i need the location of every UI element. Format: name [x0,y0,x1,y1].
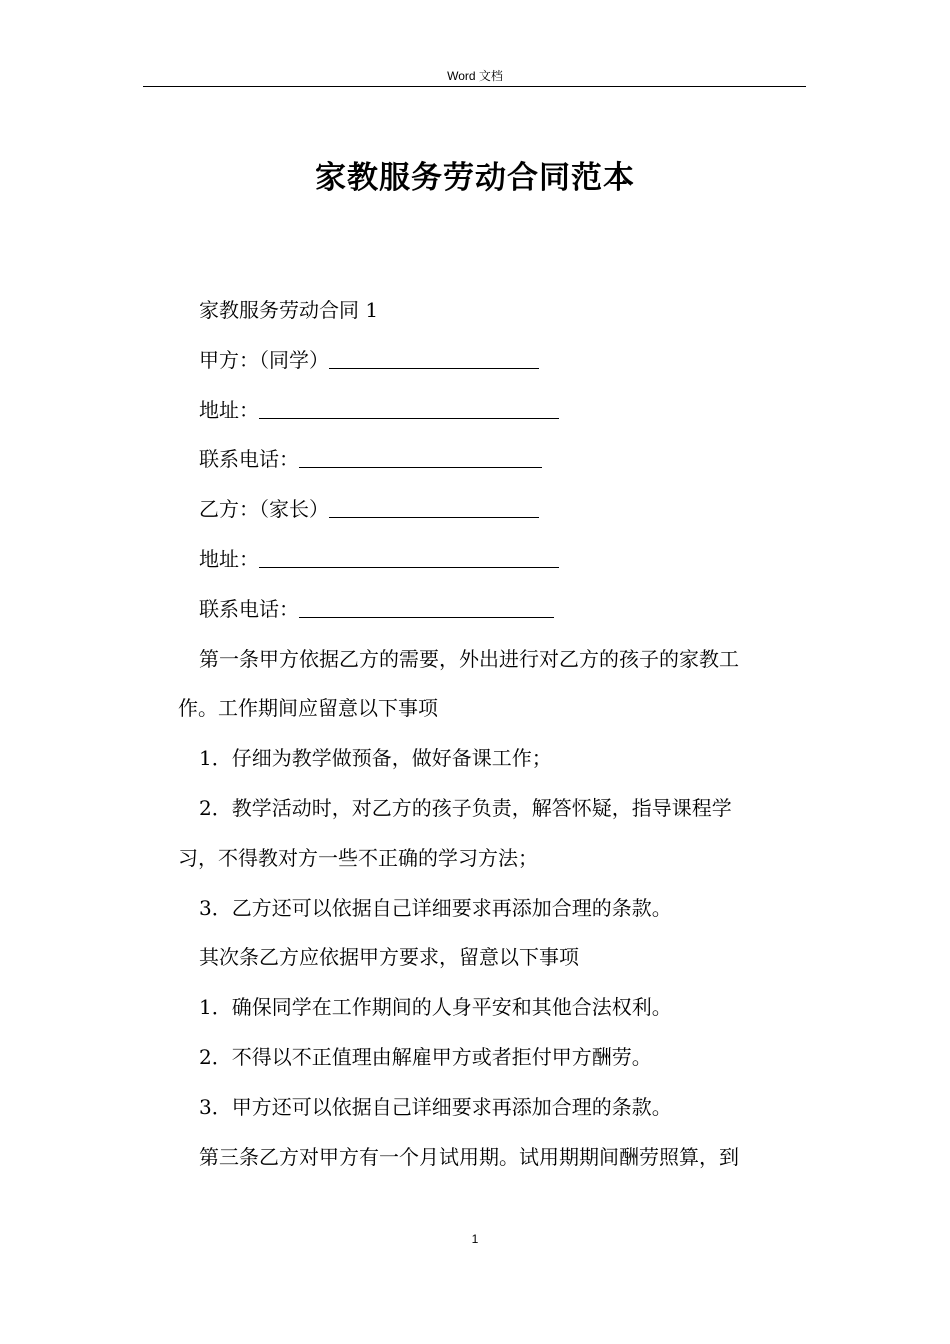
article-2-item-2: 2．不得以不正值理由解雇甲方或者拒付甲方酬劳。 [199,1044,652,1069]
party-a-line [178,336,803,386]
party-b-address-label: 地址： [199,546,259,571]
contract-subtitle: 家教服务劳动合同 1 [199,298,379,322]
party-b-label: 乙方：（家长） [199,497,329,522]
party-b-name-blank [329,497,539,518]
party-b-phone-label: 联系电话： [199,596,299,621]
party-b-phone-line [178,585,803,635]
party-a-address-label: 地址： [199,397,259,422]
article-1-item-1: 1．仔细为教学做预备，做好备课工作； [199,746,552,771]
party-a-name-blank [329,348,539,369]
page-header: Word 文档 [447,69,503,83]
article-1-intro-line-2: 作。工作期间应留意以下事项 [178,696,438,721]
party-a-label: 甲方：（同学） [199,347,329,372]
article-2-item-3: 3．甲方还可以依据自己详细要求再添加合理的条款。 [199,1094,672,1119]
header-divider [143,86,806,87]
article-3-intro-line-1: 第三条乙方对甲方有一个月试用期。试用期期间酬劳照算，到 [199,1144,739,1169]
page-number: 1 [471,1232,479,1246]
party-a-address-blank [259,398,559,419]
party-a-phone-line [178,435,803,485]
party-b-phone-blank [299,597,554,618]
party-b-address-blank [259,547,559,568]
document-body [178,286,803,1182]
party-a-phone-label: 联系电话： [199,447,299,472]
article-2-item-1: 1．确保同学在工作期间的人身平安和其他合法权利。 [199,995,672,1020]
article-2-intro: 其次条乙方应依据甲方要求，留意以下事项 [199,945,579,970]
party-a-phone-blank [299,447,542,468]
article-1-item-2-line-2: 习，不得教对方一些不正确的学习方法； [178,845,538,870]
document-title: 家教服务劳动合同范本 [315,160,635,196]
party-b-address-line [178,535,803,585]
party-a-address-line [178,386,803,436]
article-1-intro-line-1: 第一条甲方依据乙方的需要，外出进行对乙方的孩子的家教工 [199,646,739,671]
article-1-item-3: 3．乙方还可以依据自己详细要求再添加合理的条款。 [199,895,672,920]
party-b-line [178,485,803,535]
article-1-item-2-line-1: 2．教学活动时，对乙方的孩子负责，解答怀疑，指导课程学 [199,795,732,820]
